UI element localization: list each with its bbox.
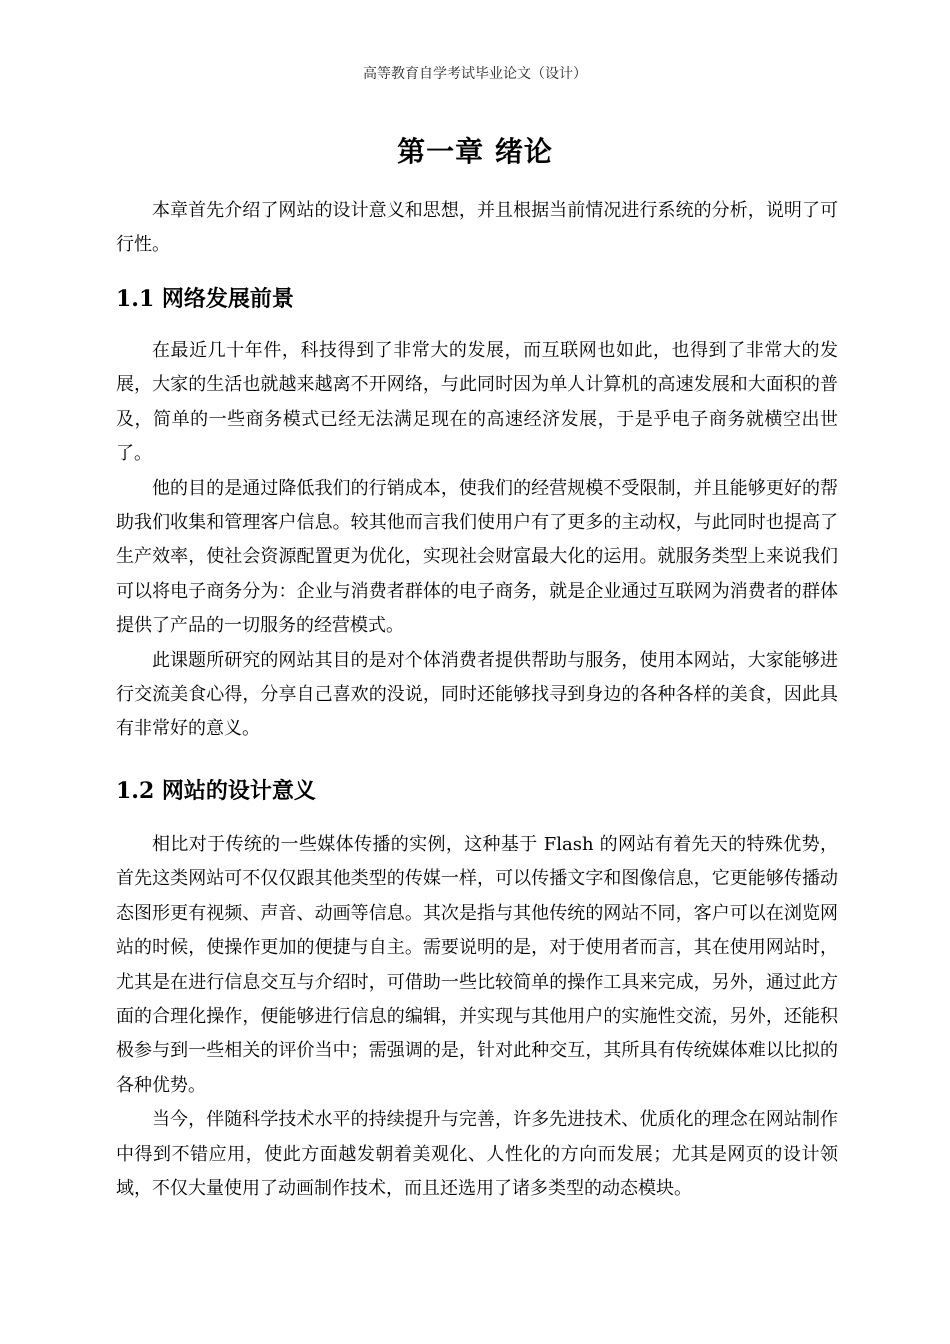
chapter-intro-paragraph: 本章首先介绍了网站的设计意义和思想，并且根据当前情况进行系统的分析，说明了可行性。 [116, 200, 838, 256]
section-1-1-body [116, 334, 838, 747]
chapter-title: 第一章 绪论 [397, 135, 553, 168]
running-header: 高等教育自学考试毕业论文（设计） [363, 66, 587, 82]
body-paragraph: 在最近几十年件，科技得到了非常大的发展，而互联网也如此，也得到了非常大的发展，大家的生活也就越来越离不开网络，与此同时因为单人计算机的高速发展和大面积的普及，简单的一些商务模式已经无法满足现在的高速经济发展，于是乎电子商务就横空出世了。 [116, 340, 838, 465]
chapter-intro [116, 194, 838, 263]
section-heading-1-1: 1.1 网络发展前景 [116, 286, 294, 312]
section-heading-1-2: 1.2 网站的设计意义 [116, 778, 316, 804]
section-1-2-body [116, 828, 838, 1206]
body-paragraph: 此课题所研究的网站其目的是对个体消费者提供帮助与服务，使用本网站，大家能够进行交流美食心得，分享自己喜欢的没说，同时还能够找寻到身边的各种各样的美食，因此具有非常好的意义。 [116, 649, 838, 740]
body-paragraph: 他的目的是通过降低我们的行销成本，使我们的经营规模不受限制，并且能够更好的帮助我们收集和管理客户信息。较其他而言我们使用户有了更多的主动权，与此同时也提高了生产效率，使社会资源配置更为优化，实现社会财富最大化的运用。就服务类型上来说我们可以将电子商务分为：企业与消费者群体的电子商务，就是企业通过互联网为消费者的群体提供了产品的一切服务的经营模式。 [116, 477, 838, 637]
body-paragraph: 相比对于传统的一些媒体传播的实例，这种基于 Flash 的网站有着先天的特殊优势，首先这类网站可不仅仅跟其他类型的传媒一样，可以传播文字和图像信息，它更能够传播动态图形更有视频、声音、动画等信息。其次是指与其他传统的网站不同，客户可以在浏览网站的时候，使操作更加的便捷与自主。需要说明的是，对于使用者而言，其在使用网站时，尤其是在进行信息交互与介绍时，可借助一些比较简单的操作工具来完成，另外，通过此方面的合理化操作，便能够进行信息的编辑，并实现与其他用户的实施性交流，另外，还能积极参与到一些相关的评价当中；需强调的是，针对此种交互，其所具有传统媒体难以比拟的各种优势。 [116, 834, 838, 1096]
body-paragraph: 当今，伴随科学技术水平的持续提升与完善，许多先进技术、优质化的理念在网站制作中得到不错应用，使此方面越发朝着美观化、人性化的方向而发展；尤其是网页的设计领域，不仅大量使用了动画制作技术，而且还选用了诸多类型的动态模块。 [116, 1109, 838, 1200]
